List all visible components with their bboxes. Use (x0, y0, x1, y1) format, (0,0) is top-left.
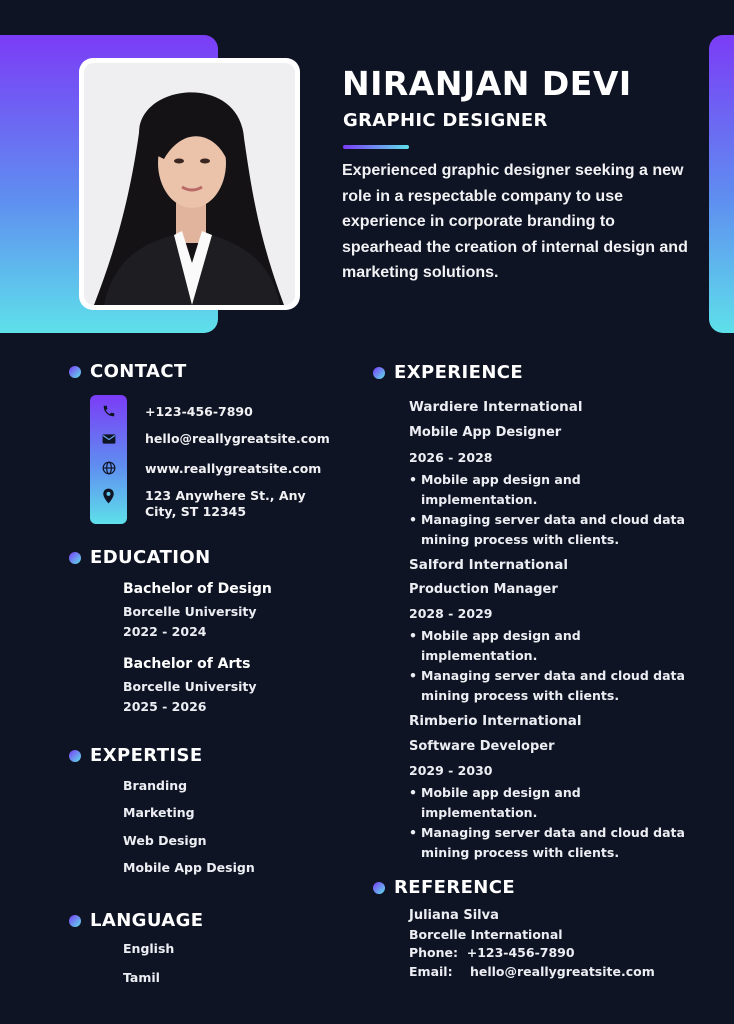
experience-years: 2028 - 2029 (409, 606, 493, 621)
bullet-dot-icon (373, 882, 385, 894)
language-item: Tamil (123, 970, 160, 985)
experience-company: Wardiere International (409, 399, 583, 415)
experience-bullet: • Managing server data and cloud data mining process with clients. (409, 510, 689, 550)
education-heading-label: EDUCATION (90, 547, 211, 568)
education-degree: Bachelor of Arts (123, 656, 251, 672)
contact-heading-label: CONTACT (90, 361, 187, 382)
profile-photo-frame (79, 58, 300, 310)
language-item: English (123, 941, 175, 956)
reference-heading (373, 877, 515, 898)
experience-bullet: • Managing server data and cloud data mining process with clients. (409, 823, 689, 863)
expertise-heading (69, 745, 203, 766)
contact-phone[interactable]: +123-456-7890 (145, 404, 253, 419)
bullet-dot-icon (69, 552, 81, 564)
education-school: Borcelle University (123, 679, 257, 694)
contact-email[interactable]: hello@reallygreatsite.com (145, 431, 330, 446)
education-years: 2022 - 2024 (123, 624, 207, 639)
title-underline (343, 145, 409, 149)
mail-icon (90, 430, 127, 448)
reference-heading-label: REFERENCE (394, 877, 516, 898)
contact-heading (69, 361, 187, 382)
reference-phone: Phone: +123-456-7890 (409, 945, 575, 960)
experience-bullets (409, 470, 689, 550)
education-degree: Bachelor of Design (123, 581, 272, 597)
bullet-dot-icon (69, 366, 81, 378)
experience-bullet: • Managing server data and cloud data mining process with clients. (409, 666, 689, 706)
profile-photo (84, 63, 295, 305)
education-school: Borcelle University (123, 604, 257, 619)
experience-bullet: • Mobile app design and implementation. (409, 626, 689, 666)
expertise-item: Marketing (123, 805, 195, 820)
phone-icon (90, 402, 127, 420)
contact-website[interactable]: www.reallygreatsite.com (145, 461, 322, 476)
profile-summary: Experienced graphic designer seeking a new role in a respectable company to use experience in corporate branding to spearhead the creation of internal design and marketing solutions. (342, 162, 688, 282)
experience-role: Software Developer (409, 739, 555, 754)
language-heading-label: LANGUAGE (90, 910, 204, 931)
education-years: 2025 - 2026 (123, 699, 207, 714)
experience-role: Mobile App Designer (409, 425, 562, 440)
candidate-name: NIRANJAN DEVI (342, 64, 632, 103)
reference-email: Email: hello@reallygreatsite.com (409, 964, 655, 979)
experience-heading (373, 362, 523, 383)
experience-role: Production Manager (409, 582, 558, 597)
experience-bullet: • Mobile app design and implementation. (409, 470, 689, 510)
bullet-dot-icon (69, 915, 81, 927)
expertise-item: Mobile App Design (123, 860, 255, 875)
experience-years: 2029 - 2030 (409, 763, 493, 778)
language-heading (69, 910, 204, 931)
candidate-title: GRAPHIC DESIGNER (343, 110, 548, 131)
experience-bullet: • Mobile app design and implementation. (409, 783, 689, 823)
header-gradient-panel-right (709, 35, 734, 333)
bullet-dot-icon (373, 367, 385, 379)
experience-company: Salford International (409, 557, 568, 573)
expertise-item: Web Design (123, 833, 207, 848)
reference-company: Borcelle International (409, 927, 563, 942)
expertise-heading-label: EXPERTISE (90, 745, 203, 766)
experience-bullets (409, 783, 689, 863)
experience-years: 2026 - 2028 (409, 450, 493, 465)
experience-heading-label: EXPERIENCE (394, 362, 524, 383)
reference-name: Juliana Silva (409, 908, 499, 923)
contact-address: 123 Anywhere St., Any City, ST 12345 (145, 488, 306, 519)
education-heading (69, 547, 211, 568)
globe-icon (90, 459, 127, 477)
experience-bullets (409, 626, 689, 706)
expertise-item: Branding (123, 778, 188, 793)
experience-company: Rimberio International (409, 713, 582, 729)
bullet-dot-icon (69, 750, 81, 762)
portrait-illustration (84, 63, 295, 305)
location-pin-icon (90, 487, 127, 505)
